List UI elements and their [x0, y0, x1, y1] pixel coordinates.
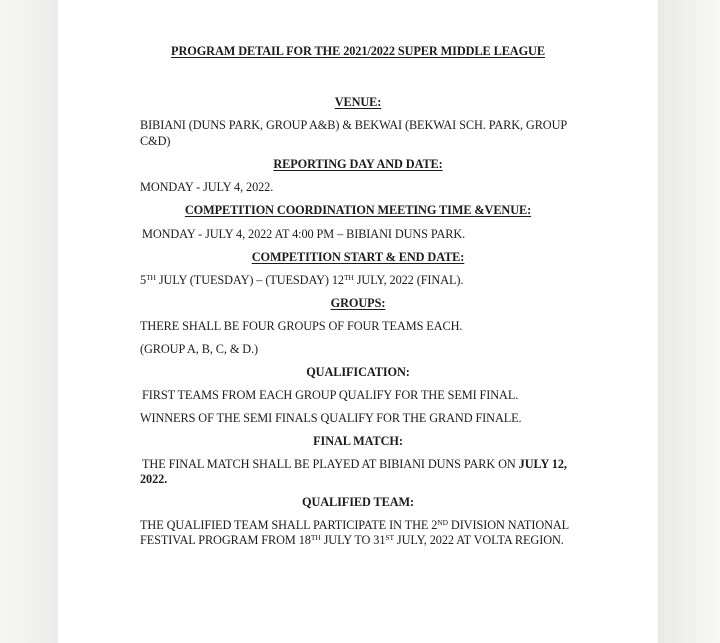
groups-line-2: (GROUP A, B, C, & D.) [140, 342, 259, 356]
final-match-line-1: THE FINAL MATCH SHALL BE PLAYED AT BIBIANI DUNS PARK ON JULY 12, [142, 457, 567, 471]
qualification-line-2: WINNERS OF THE SEMI FINALS QUALIFY FOR THE GRAND FINALE. [140, 411, 522, 425]
document-page [58, 0, 658, 643]
document-title: PROGRAM DETAIL FOR THE 2021/2022 SUPER MIDDLE LEAGUE [171, 44, 545, 58]
qualified-team-heading: QUALIFIED TEAM: [301, 495, 415, 509]
qualification-heading: QUALIFICATION: [306, 365, 410, 379]
final-match-line-2: 2022. [140, 472, 168, 486]
venue-heading: VENUE: [334, 95, 382, 109]
page-shadow-left [0, 0, 58, 643]
final-match-heading: FINAL MATCH: [313, 434, 403, 448]
page-shadow-right [658, 0, 720, 643]
start-end-text: 5TH JULY (TUESDAY) – (TUESDAY) 12TH JULY, 2022 (FINAL). [140, 273, 464, 287]
groups-line-1: THERE SHALL BE FOUR GROUPS OF FOUR TEAMS EACH. [140, 319, 463, 333]
qualified-team-line-2: FESTIVAL PROGRAM FROM 18TH JULY TO 31ST JULY, 2022 AT VOLTA REGION. [140, 533, 564, 547]
groups-heading: GROUPS: [330, 296, 386, 310]
reporting-text: MONDAY - JULY 4, 2022. [140, 180, 274, 194]
coordination-heading: COMPETITION COORDINATION MEETING TIME &VENUE: [184, 203, 532, 217]
coordination-text: MONDAY - JULY 4, 2022 AT 4:00 PM – BIBIANI DUNS PARK. [142, 227, 466, 241]
reporting-heading: REPORTING DAY AND DATE: [273, 157, 443, 171]
venue-line-2: C&D) [140, 134, 171, 148]
start-end-heading: COMPETITION START & END DATE: [251, 250, 465, 264]
qualified-team-line-1: THE QUALIFIED TEAM SHALL PARTICIPATE IN THE 2ND DIVISION NATIONAL [140, 518, 570, 532]
qualification-line-1: FIRST TEAMS FROM EACH GROUP QUALIFY FOR THE SEMI FINAL. [142, 388, 519, 402]
venue-line-1: BIBIANI (DUNS PARK, GROUP A&B) & BEKWAI (BEKWAI SCH. PARK, GROUP [140, 118, 568, 132]
